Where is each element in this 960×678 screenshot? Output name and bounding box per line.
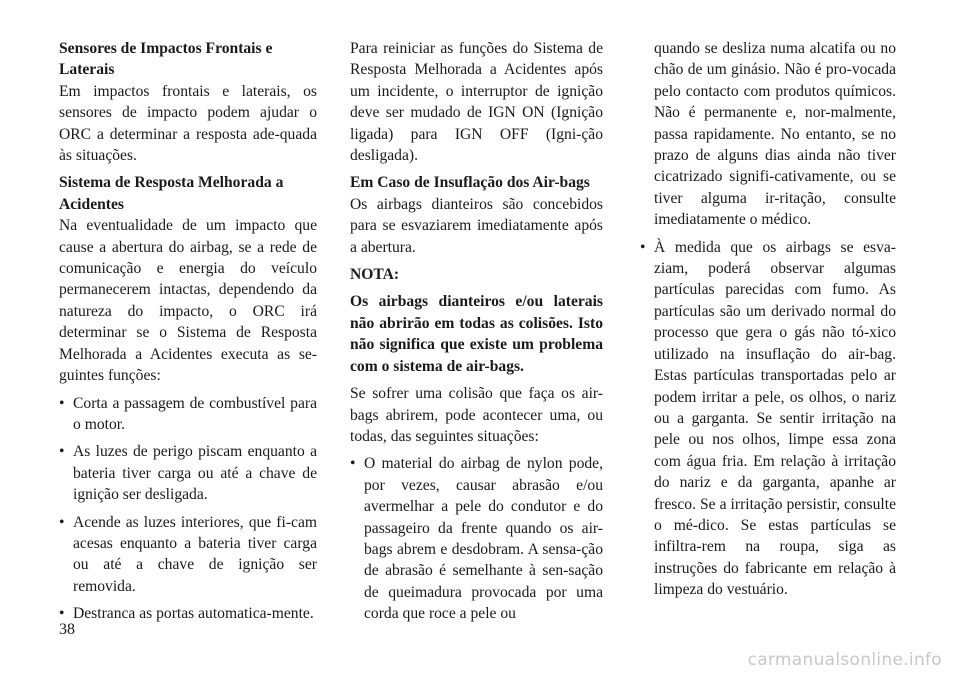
section-heading-impact-sensors: Sensores de Impactos Frontais e Laterais [59,40,273,79]
paragraph-impact-sensors: Em impactos frontais e laterais, os sensores de impacto podem ajudar o ORC a determinar a resposta ade-quada às situações. [59,82,317,165]
functions-list [59,393,317,625]
list-item [59,512,317,598]
bullet-icon: • [59,443,65,461]
left-column [59,38,317,631]
list-item-continuation: quando se desliza numa alcatifa ou no chão de um ginásio. Não é pro-vocada pelo contacto com produtos químicos. Não é permanente e, nor-malmente, passa rapidamente. No entanto, se no prazo de alguns dias ainda não tiver cicatrizado signifi-cativamente, ou se tiver alguma ir-ritação, consulte imediatamente o médico. [654,40,896,229]
list-item-text: À medida que os airbags se esva-ziam, poderá observar algumas partículas parecidas com fumo. As partículas são um derivado normal do processo que gera o gás não tó-xico utilizado na insuflação do air-bag. Estas partículas transportadas pelo ar podem irritar a pele, os olhos, o nariz ou a garganta. Se sentir irritação na pele ou nos olhos, limpe essa zona com água fria. Em relação à irritação do nariz e da garganta, apanhe ar fresco. Se a irritação persistir, consulte o mé-dico. Se estas partículas se infiltra-rem na roupa, siga as instruções do fabricante em relação à limpeza do vestuário. [654,238,896,599]
right-column [640,38,896,607]
bullet-icon: • [59,513,65,531]
paragraph-reset-functions: Para reiniciar as funções do Sistema de Resposta Melhorada a Acidentes após um incidente, o interruptor de ignição deve ser mudado de IGN ON (Ignição ligada) para IGN OFF (Igni-ção desligada). [350,40,603,165]
list-item [350,453,603,624]
paragraph-enhanced-response: Na eventualidade de um impacto que cause a abertura do airbag, se a rede de comunicação e energia do veículo permanecerem intactas, dependendo da natureza do impacto, o ORC irá determinar se o Sistema de Resposta Melhorada a Acidentes executa as se-guintes funções: [59,217,317,385]
middle-column [350,38,603,631]
situations-list-continued [640,237,896,601]
list-item-text: Acende as luzes interiores, que fi-cam acesas enquanto a bateria tiver carga ou até a chave de ignição ser removida. [73,513,317,595]
bullet-icon: • [59,605,65,623]
list-item-text: O material do airbag de nylon pode, por vezes, causar abrasão e/ou avermelhar a pele do condutor e do passageiro da frente quando os air-bags abrem e desdobram. A sensa-ção de abrasão é semelhante à sen-sação de queimadura provocada por uma corda que roce a pele ou [364,455,603,623]
page-number: 38 [59,621,75,638]
list-item-text: Corta a passagem de combustível para o motor. [73,394,317,433]
list-item [59,441,317,505]
list-item [640,237,896,601]
bullet-icon: • [350,455,356,473]
list-item [59,603,317,624]
bullet-icon: • [640,238,646,256]
watermark: carmanualsonline.info [747,650,942,670]
section-heading-airbag-inflation: Em Caso de Insuflação dos Air-bags [350,174,590,192]
note-text: Os airbags dianteiros e/ou laterais não abrirão em todas as colisões. Isto não significa que existe um problema com o sistema de air-bags. [350,293,603,375]
situations-list [350,453,603,624]
section-heading-enhanced-response: Sistema de Resposta Melhorada a Acidentes [59,174,284,213]
list-item-text: Destranca as portas automatica-mente. [73,605,314,623]
list-item-text: As luzes de perigo piscam enquanto a bateria tiver carga ou até a chave de ignição ser desligada. [73,443,317,504]
paragraph-collision-situations: Se sofrer uma colisão que faça os air-bags abrirem, pode acontecer uma, ou todas, das seguintes situações: [350,385,603,445]
note-label: NOTA: [350,266,400,284]
list-item [59,393,317,436]
paragraph-airbag-deflate: Os airbags dianteiros são concebidos para se esvaziarem imediatamente após a abertura. [350,195,603,256]
bullet-icon: • [59,394,65,412]
